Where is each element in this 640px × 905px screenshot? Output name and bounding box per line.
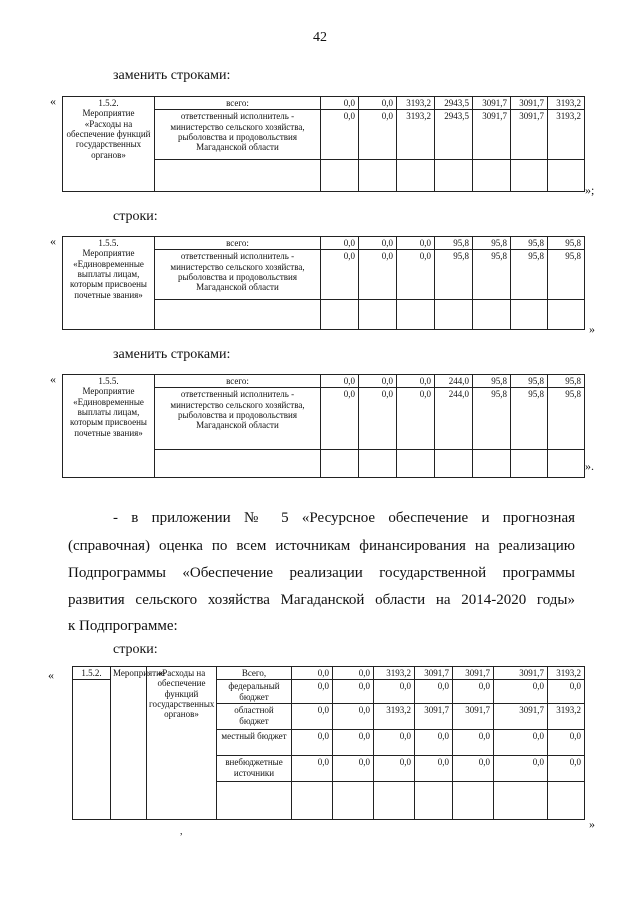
measure-name: Мероприятие «Расходы на обеспечение функций государственных органов»	[66, 108, 151, 160]
source-label: местный бюджет	[217, 730, 292, 756]
source-label: федеральный бюджет	[217, 680, 292, 704]
measure-code-cell: 1.5.2.	[73, 667, 111, 680]
value-cell: 3193,2	[374, 667, 415, 680]
close-quote-1: »;	[585, 183, 595, 197]
executor-cell: ответственный исполнитель - министерство сельского хозяйства, рыболовства и продовольствия Магаданской области	[155, 250, 321, 300]
measure-code: 1.5.5.	[98, 376, 119, 386]
value-cell: 95,8	[473, 250, 511, 300]
value-cell: 0,0	[415, 730, 453, 756]
measure-code: 1.5.2.	[98, 98, 119, 108]
value-cell: 3091,7	[494, 704, 548, 730]
value-cell: 95,8	[511, 375, 548, 388]
value-cell: 95,8	[548, 250, 585, 300]
value-cell: 3193,2	[548, 704, 585, 730]
paragraph-line-4: развития сельского хозяйства Магаданской области на 2014-2020 годы»	[68, 592, 575, 608]
value-cell: 95,8	[548, 388, 585, 450]
value-cell: 0,0	[333, 756, 374, 782]
value-cell: 3091,7	[511, 97, 548, 110]
open-quote-4: «	[48, 668, 54, 682]
value-cell: 0,0	[321, 110, 359, 160]
page-number: 42	[313, 30, 327, 45]
value-cell: 0,0	[359, 237, 397, 250]
value-cell: 0,0	[333, 704, 374, 730]
value-cell: 0,0	[415, 680, 453, 704]
value-cell: 0,0	[292, 680, 333, 704]
measure-name: Мероприятие «Единовременные выплаты лицам, которым присвоены почетные звания»	[70, 386, 147, 438]
table-resource-1-5-2	[72, 666, 585, 820]
heading-rows-1: строки:	[113, 209, 158, 224]
source-label: Всего,	[217, 667, 292, 680]
value-cell: 0,0	[397, 237, 435, 250]
value-cell: 0,0	[453, 730, 494, 756]
paragraph-line-3: Подпрограммы «Обеспечение реализации государственной программы	[68, 565, 575, 581]
value-cell: 95,8	[548, 375, 585, 388]
value-cell: 3091,7	[494, 667, 548, 680]
value-cell: 3193,2	[397, 97, 435, 110]
measure-type-cell: Мероприятие	[111, 667, 147, 820]
row-label-total: всего:	[155, 375, 321, 388]
value-cell: 95,8	[511, 388, 548, 450]
value-cell: 2943,5	[435, 110, 473, 160]
table-1-5-5-original	[62, 236, 585, 330]
value-cell: 95,8	[511, 237, 548, 250]
value-cell: 0,0	[321, 237, 359, 250]
value-cell: 0,0	[374, 756, 415, 782]
value-cell: 0,0	[453, 756, 494, 782]
measure-name: Мероприятие «Единовременные выплаты лицам, которым присвоены почетные звания»	[70, 248, 147, 300]
row-label-total: всего:	[155, 237, 321, 250]
value-cell: 0,0	[397, 388, 435, 450]
value-cell: 0,0	[453, 680, 494, 704]
value-cell: 95,8	[511, 250, 548, 300]
value-cell: 0,0	[548, 756, 585, 782]
value-cell: 0,0	[333, 667, 374, 680]
value-cell: 0,0	[321, 250, 359, 300]
value-cell: 0,0	[321, 97, 359, 110]
value-cell: 3091,7	[511, 110, 548, 160]
paragraph-line-1: - в приложении № 5 «Ресурсное обеспечение и прогнозная	[113, 510, 575, 526]
value-cell: 3091,7	[453, 704, 494, 730]
value-cell: 244,0	[435, 375, 473, 388]
value-cell: 3091,7	[415, 704, 453, 730]
value-cell: 0,0	[292, 756, 333, 782]
value-cell: 2943,5	[435, 97, 473, 110]
value-cell: 3193,2	[374, 704, 415, 730]
value-cell: 0,0	[359, 97, 397, 110]
table-1-5-5-replacement	[62, 374, 585, 478]
value-cell: 3193,2	[548, 110, 585, 160]
value-cell: 95,8	[435, 237, 473, 250]
value-cell: 0,0	[321, 388, 359, 450]
value-cell: 0,0	[494, 756, 548, 782]
measure-name-cell: «Расходы на обеспечение функций государственных органов»	[147, 667, 217, 820]
value-cell: 0,0	[333, 730, 374, 756]
value-cell: 0,0	[548, 680, 585, 704]
value-cell: 3091,7	[415, 667, 453, 680]
value-cell: 0,0	[292, 704, 333, 730]
value-cell: 3091,7	[473, 110, 511, 160]
value-cell: 0,0	[359, 375, 397, 388]
value-cell: 0,0	[397, 250, 435, 300]
value-cell: 244,0	[435, 388, 473, 450]
value-cell: 0,0	[374, 730, 415, 756]
value-cell: 0,0	[292, 667, 333, 680]
row-label-total: всего:	[155, 97, 321, 110]
value-cell: 0,0	[397, 375, 435, 388]
value-cell: 0,0	[292, 730, 333, 756]
open-quote-3: «	[50, 372, 56, 386]
executor-cell: ответственный исполнитель - министерство сельского хозяйства, рыболовства и продовольствия Магаданской области	[155, 110, 321, 160]
value-cell: 95,8	[548, 237, 585, 250]
value-cell: 0,0	[494, 680, 548, 704]
executor-cell: ответственный исполнитель - министерство сельского хозяйства, рыболовства и продовольствия Магаданской области	[155, 388, 321, 450]
close-quote-2: »	[589, 322, 595, 336]
value-cell: 0,0	[359, 388, 397, 450]
paragraph-line-5: к Подпрограмме:	[68, 618, 178, 634]
value-cell: 3193,2	[397, 110, 435, 160]
measure-code: 1.5.5.	[98, 238, 119, 248]
value-cell: 0,0	[494, 730, 548, 756]
paragraph-line-2: (справочная) оценка по всем источникам финансирования на реализацию	[68, 538, 575, 554]
measure-cell	[63, 375, 155, 478]
heading-replace-1: заменить строками:	[113, 68, 231, 83]
value-cell: 0,0	[374, 680, 415, 704]
close-quote-3: ».	[585, 459, 594, 473]
value-cell: 95,8	[473, 375, 511, 388]
open-quote-1: «	[50, 94, 56, 108]
value-cell: 3091,7	[453, 667, 494, 680]
value-cell: 0,0	[359, 110, 397, 160]
value-cell: 0,0	[359, 250, 397, 300]
value-cell: 0,0	[333, 680, 374, 704]
source-label: областной бюджет	[217, 704, 292, 730]
value-cell: 3193,2	[548, 97, 585, 110]
value-cell: 3193,2	[548, 667, 585, 680]
open-quote-2: «	[50, 234, 56, 248]
value-cell: 0,0	[548, 730, 585, 756]
value-cell: 95,8	[473, 237, 511, 250]
value-cell: 0,0	[321, 375, 359, 388]
measure-cell	[63, 97, 155, 192]
heading-replace-2: заменить строками:	[113, 347, 231, 362]
value-cell: 3091,7	[473, 97, 511, 110]
value-cell: 0,0	[415, 756, 453, 782]
table-1-5-2-replacement	[62, 96, 585, 192]
source-label: внебюджетные источники	[217, 756, 292, 782]
stray-mark: ,	[180, 826, 183, 837]
value-cell: 95,8	[473, 388, 511, 450]
heading-rows-2: строки:	[113, 642, 158, 657]
value-cell: 95,8	[435, 250, 473, 300]
close-quote-4: »	[589, 817, 595, 831]
measure-cell	[63, 237, 155, 330]
